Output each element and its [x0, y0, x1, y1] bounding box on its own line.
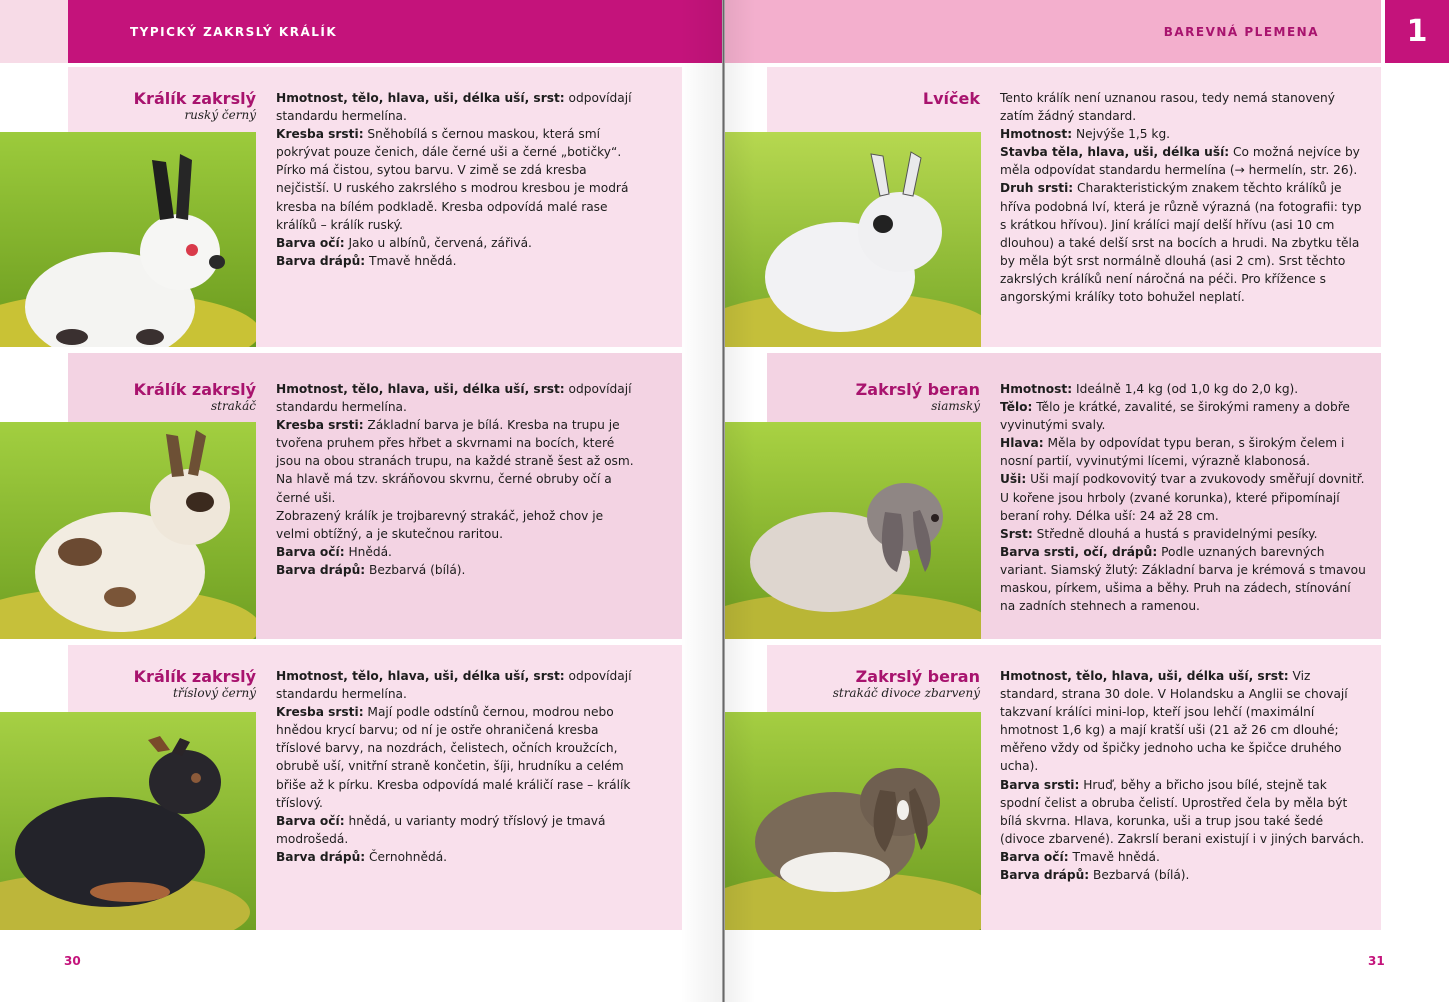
paragraph-label: Druh srsti:: [1000, 181, 1074, 196]
entry-subtitle-5: siamský: [931, 399, 980, 413]
entry-paragraph: [1000, 398, 1366, 434]
paragraph-text: Základní barva je bílá. Kresba na trupu je tvořena pruhem přes hřbet a skvrnami na bocích, které jsou na obou stranách trupu, na každé straně šest až osm. Na hlavě má tzv. skráňovou skvrnu, černé obruby očí a černé uši.: [276, 418, 634, 505]
entry-paragraph: [1000, 543, 1366, 615]
gutter-shadow-right: [725, 0, 755, 1002]
paragraph-label: Kresba srsti:: [276, 127, 364, 142]
entry-paragraph: [276, 416, 636, 506]
entry-paragraph: [276, 812, 636, 848]
entry-subtitle-3: tříslový černý: [172, 686, 256, 700]
paragraph-label: Tělo:: [1000, 400, 1033, 415]
paragraph-label: Barva očí:: [276, 813, 345, 828]
book-spine: [722, 0, 725, 1002]
paragraph-label: Kresba srsti:: [276, 418, 364, 433]
paragraph-text: Charakteristickým znakem těchto králíků je hříva podobná lví, která je různě výrazná (na fotografii: typ s krátkou hřívou). Jiní králíci mají delší hřívu (asi 10 cm dlouhou) a také delší srst na bocích a hrudi. Na zbytku těla by měla být srst normálně dlouhá (asi 2 cm). Srst těchto zakrslých králíků není náročná na péči. Pro křížence s angorskými králíky toto bohužel neplatí.: [1000, 181, 1362, 305]
paragraph-label: Hmotnost, tělo, hlava, uši, délka uší, srst:: [276, 382, 565, 396]
paragraph-label: Barva očí:: [1000, 849, 1069, 864]
entry-paragraph: [1000, 667, 1366, 776]
entry-subtitle-6: strakáč divoce zbarvený: [832, 686, 980, 700]
paragraph-label: Barva očí:: [276, 235, 345, 250]
paragraph-label: Hmotnost:: [1000, 127, 1073, 142]
entry-paragraph: [276, 703, 636, 812]
paragraph-label: Barva srsti, očí, drápů:: [1000, 544, 1158, 559]
paragraph-text: Hnědá.: [344, 544, 392, 559]
paragraph-text: Ideálně 1,4 kg (od 1,0 kg do 2,0 kg).: [1072, 382, 1299, 396]
entry-paragraph: [1000, 525, 1366, 543]
entry-subtitle-2: strakáč: [210, 399, 256, 413]
paragraph-label: Srst:: [1000, 526, 1033, 541]
entry-paragraph: [1000, 380, 1366, 398]
paragraph-text: Zobrazený králík je trojbarevný strakáč, jehož chov je velmi obtížný, a je skutečnou raritou.: [276, 508, 604, 541]
entry-paragraph: [1000, 143, 1366, 179]
paragraph-text: Co možná nejvíce by měla odpovídat standardu hermelína (→ hermelín, str. 26).: [1000, 145, 1360, 178]
chapter-tab: [1385, 0, 1449, 63]
entry-title-6: Zakrslý beran: [855, 667, 980, 686]
paragraph-text: Středně dlouhá a hustá s pravidelnými pesíky.: [1032, 526, 1318, 541]
entry-paragraph: [276, 507, 636, 543]
paragraph-label: Barva drápů:: [276, 849, 366, 864]
entry-body-6: [1000, 667, 1366, 884]
paragraph-text: Nejvýše 1,5 kg.: [1072, 127, 1171, 142]
header-bar-left: [68, 0, 722, 63]
rabbit-photo-lionhead: [725, 132, 981, 347]
paragraph-text: Tělo je krátké, zavalité, se širokými rameny a dobře vyvinutými svaly.: [1000, 400, 1350, 433]
gutter-shadow-left: [680, 0, 722, 1002]
paragraph-text: Bezbarvá (bílá).: [365, 562, 466, 577]
entry-paragraph: [276, 848, 636, 866]
paragraph-label: Barva drápů:: [1000, 868, 1090, 883]
rabbit-photo-tan: [0, 712, 256, 930]
rabbit-photo-strakac: [0, 422, 256, 639]
paragraph-text: Měla by odpovídat typu beran, s širokým čelem i nosní partií, vyvinutými lícemi, výrazně klabonosá.: [1000, 436, 1345, 469]
paragraph-text: Uši mají podkovovitý tvar a zvukovody směřují dovnitř. U kořene jsou hrboly (zvané korunka), které připomínají beraní rohy. Délka uší: 24 až 28 cm.: [1000, 472, 1365, 523]
running-head-left: TYPICKÝ ZAKRSLÝ KRÁLÍK: [130, 25, 338, 39]
entry-title-1: Králík zakrslý: [133, 89, 256, 108]
paragraph-label: Stavba těla, hlava, uši, délka uší:: [1000, 145, 1230, 160]
paragraph-text: Hruď, běhy a břicho jsou bílé, stejně tak spodní čelist a obruba čelistí. Uprostřed čela by měla být bílá skvrna. Hlava, korunka, uši a trup jsou také šedé (divoce zbarvené). Zakrslí berani existují i v jiných barvách.: [1000, 777, 1365, 846]
paragraph-label: Hlava:: [1000, 436, 1044, 451]
paragraph-label: Uši:: [1000, 472, 1027, 487]
entry-title-5: Zakrslý beran: [855, 380, 980, 399]
entry-paragraph: [276, 89, 636, 125]
entry-paragraph: [1000, 179, 1366, 306]
entry-paragraph: [276, 234, 636, 252]
paragraph-text: Tmavě hnědá.: [1068, 849, 1160, 864]
entry-title-3: Králík zakrslý: [133, 667, 256, 686]
paragraph-text: odpovídají standardu hermelína.: [276, 91, 632, 124]
paragraph-text: Černohnědá.: [365, 849, 448, 864]
header-corner-left: [0, 0, 68, 63]
paragraph-label: Barva srsti:: [1000, 777, 1080, 792]
entry-body-3: [276, 667, 636, 866]
rabbit-photo-russian: [0, 132, 256, 347]
chapter-number: 1: [1406, 14, 1428, 49]
paragraph-text: hnědá, u varianty modrý tříslový je tmavá modrošedá.: [276, 813, 606, 846]
paragraph-text: odpovídají standardu hermelína.: [276, 669, 632, 702]
entry-paragraph: [1000, 89, 1366, 125]
entry-title-2: Králík zakrslý: [133, 380, 256, 399]
paragraph-text: odpovídají standardu hermelína.: [276, 382, 632, 415]
paragraph-label: Hmotnost, tělo, hlava, uši, délka uší, srst:: [276, 669, 565, 683]
entry-body-1: [276, 89, 636, 270]
entry-body-5: [1000, 380, 1366, 615]
page-number-right: 31: [1368, 954, 1385, 968]
entry-paragraph: [1000, 848, 1366, 866]
entry-paragraph: [1000, 776, 1366, 848]
entry-paragraph: [276, 252, 636, 270]
entry-title-4: Lvíček: [922, 89, 980, 108]
entry-paragraph: [276, 543, 636, 561]
entry-paragraph: [1000, 125, 1366, 143]
paragraph-text: Tento králík není uznanou rasou, tedy nemá stanovený zatím žádný standard.: [1000, 91, 1335, 124]
rabbit-photo-wild-lop: [725, 712, 981, 930]
paragraph-text: Tmavě hnědá.: [365, 253, 457, 268]
paragraph-label: Barva drápů:: [276, 253, 366, 268]
paragraph-label: Hmotnost, tělo, hlava, uši, délka uší, srst:: [276, 91, 565, 105]
entry-paragraph: [1000, 470, 1366, 524]
paragraph-label: Barva očí:: [276, 544, 345, 559]
entry-paragraph: [276, 380, 636, 416]
entry-paragraph: [276, 125, 636, 234]
entry-paragraph: [276, 667, 636, 703]
paragraph-text: Sněhobílá s černou maskou, která smí pokrývat pouze čenich, dále černé uši a černé „botičky“. Pírko má čistou, sytou barvu. V zimě se zdá kresba nejčistší. U ruského zakrslého s modrou kresbou je modrá kresba na bílém podkladě. Kresba odpovídá malé rase králíků – králík ruský.: [276, 127, 629, 232]
paragraph-text: Jako u albínů, červená, zářivá.: [344, 235, 532, 250]
paragraph-label: Hmotnost, tělo, hlava, uši, délka uší, srst:: [1000, 669, 1289, 683]
entry-subtitle-1: ruský černý: [184, 108, 256, 122]
paragraph-label: Hmotnost:: [1000, 382, 1073, 396]
page-number-left: 30: [64, 954, 81, 968]
paragraph-text: Viz standard, strana 30 dole. V Holandsku a Anglii se chovají takzvaní králíci mini-lop, kteří jsou lehčí (maximální hmotnost 1,6 kg) a mají kratší uši (21 až 26 cm dlouhé; měřeno vždy od špičky jednoho ucha ke špičce druhého ucha).: [1000, 669, 1348, 774]
paragraph-text: Podle uznaných barevných variant. Siamský žlutý: Základní barva je krémová s tmavou maskou, pírkem, ušima a běhy. Pruh na zádech, stínování na zadních stehnech a ramenou.: [1000, 544, 1366, 614]
paragraph-text: Bezbarvá (bílá).: [1089, 868, 1190, 883]
paragraph-text: Mají podle odstínů černou, modrou nebo hnědou krycí barvu; od ní je ostře ohraničená kresba tříslové barvy, na nozdrách, čelistech, očních kroužcích, obrubě uší, vnitřní straně končetin, šíji, hrudníku a celém břiše až k pírku. Kresba odpovídá malé králičí rase – králík tříslový.: [276, 705, 631, 810]
rabbit-photo-siamese-lop: [725, 422, 981, 639]
entry-paragraph: [1000, 434, 1366, 470]
entry-body-2: [276, 380, 636, 579]
entry-body-4: [1000, 89, 1366, 306]
running-head-right: BAREVNÁ PLEMENA: [1163, 25, 1319, 39]
paragraph-label: Barva drápů:: [276, 562, 366, 577]
header-bar-right: [725, 0, 1381, 63]
paragraph-label: Kresba srsti:: [276, 705, 364, 720]
entry-paragraph: [276, 561, 636, 579]
entry-paragraph: [1000, 866, 1366, 884]
